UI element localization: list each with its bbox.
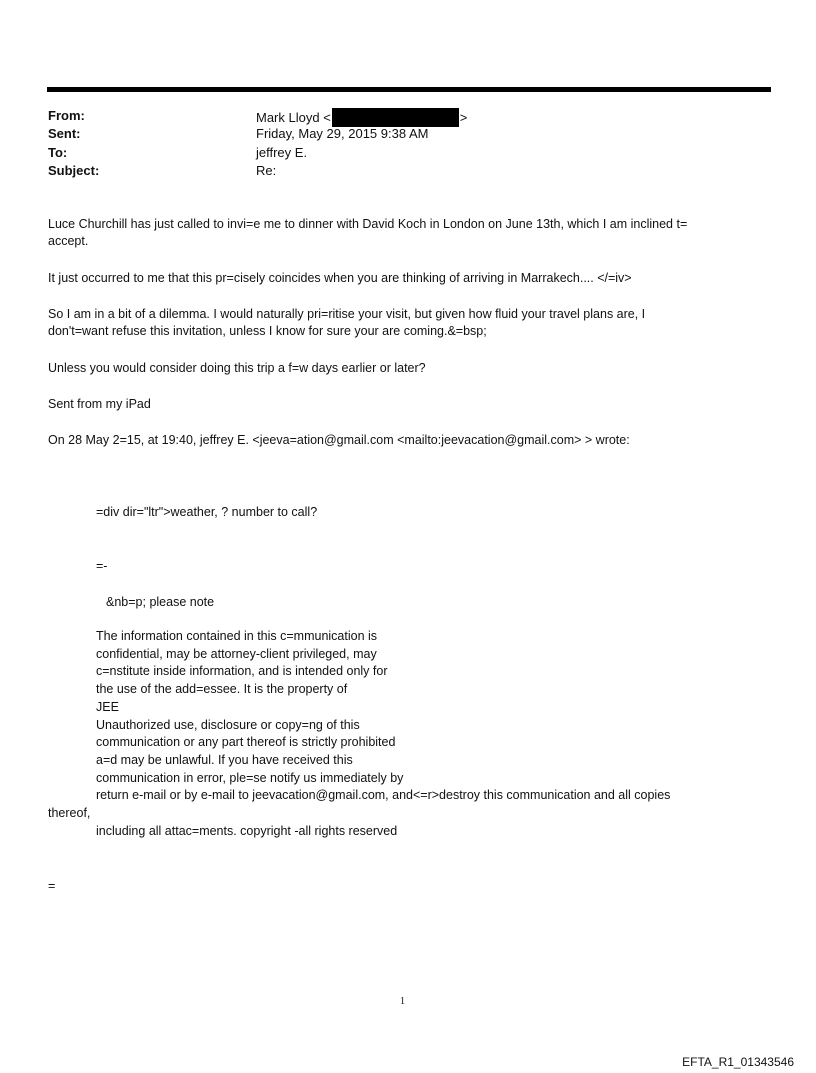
subject-label: Subject:: [48, 163, 100, 178]
redaction-block: [332, 108, 459, 127]
to-label: To:: [48, 145, 68, 160]
quoted-line: &nb=p; please note: [106, 595, 215, 609]
quoted-line: =div dir="ltr">weather, ? number to call?: [96, 505, 318, 519]
disclaimer-line: return e-mail or by e-mail to jeevacation@gmail.com, and<=r>destroy this communication and all copies: [96, 788, 671, 803]
disclaimer-line: confidential, may be attorney-client privileged, may: [96, 646, 377, 661]
quote-attribution: On 28 May 2=15, at 19:40, jeffrey E. <jeeva=ation@gmail.com <mailto:jeevacation@gmail.com> > wrote:: [48, 433, 630, 447]
trailing-equals: =: [48, 879, 56, 893]
subject-value: Re:: [256, 163, 277, 178]
body-paragraph-1: [48, 216, 748, 250]
body-line: accept.: [48, 234, 89, 248]
page-number: 1: [400, 996, 405, 1007]
disclaimer-wrap: thereof,: [48, 806, 91, 820]
body-paragraph-2: It just occurred to me that this pr=cisely coincides when you are thinking of arriving in Marrakech.... </=iv>: [48, 271, 632, 285]
disclaimer-line: The information contained in this c=mmunication is: [96, 629, 378, 643]
sent-label: Sent:: [48, 126, 81, 141]
disclaimer-line: communication in error, ple=se notify us immediately by: [96, 770, 404, 785]
disclaimer-line: JEE: [96, 699, 119, 714]
disclaimer-line: communication or any part thereof is strictly prohibited: [96, 735, 396, 750]
quoted-line: =-: [96, 559, 108, 573]
header-rule: [47, 87, 771, 92]
to-value: jeffrey E.: [256, 145, 308, 160]
body-line: So I am in a bit of a dilemma. I would naturally pri=ritise your visit, but given how fluid your travel plans are, I: [48, 307, 646, 321]
disclaimer-block: [96, 628, 670, 805]
body-line: don't=want refuse this invitation, unless I know for sure your are coming.&=bsp;: [48, 324, 487, 338]
body-line: Luce Churchill has just called to invi=e me to dinner with David Koch in London on June 13th, which I am inclined t=: [48, 217, 688, 231]
disclaimer-line: including all attac=ments. copyright -all rights reserved: [96, 824, 398, 838]
sent-value: Friday, May 29, 2015 9:38 AM: [256, 126, 429, 141]
from-value: [256, 108, 467, 127]
document-id: EFTA_R1_01343546: [682, 1055, 794, 1069]
from-name: Mark Lloyd <: [256, 110, 331, 125]
disclaimer-line: c=nstitute inside information, and is intended only for: [96, 664, 388, 679]
disclaimer-line: Unauthorized use, disclosure or copy=ng of this: [96, 717, 360, 732]
sent-from-line: Sent from my iPad: [48, 397, 151, 411]
body-paragraph-3: [48, 306, 748, 340]
from-close: >: [459, 110, 468, 125]
disclaimer-line: a=d may be unlawful. If you have received this: [96, 752, 353, 767]
body-paragraph-4: Unless you would consider doing this trip a f=w days earlier or later?: [48, 361, 426, 375]
disclaimer-line: the use of the add=essee. It is the property of: [96, 682, 348, 697]
from-label: From:: [48, 108, 85, 123]
